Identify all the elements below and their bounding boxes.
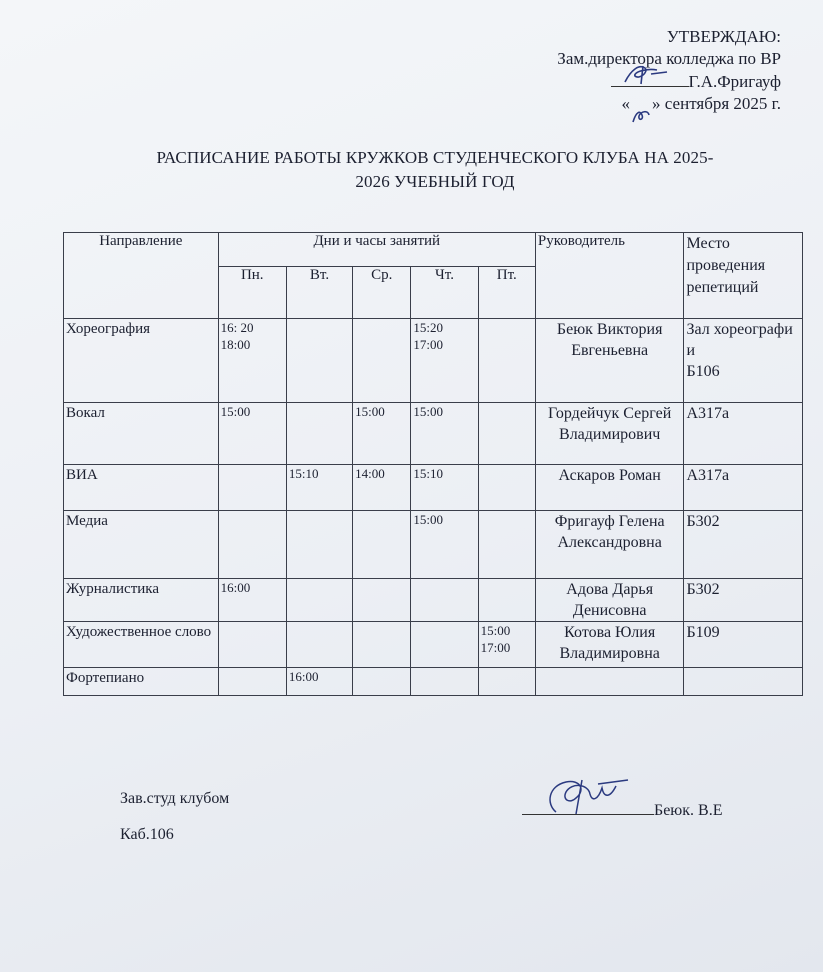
cell-leader: Котова Юлия Владимировна (535, 622, 684, 668)
cell-direction: Медиа (64, 511, 219, 579)
cell-time-fri: 15:00 17:00 (478, 622, 535, 668)
table-row (64, 579, 803, 622)
cell-leader: Аскаров Роман (535, 465, 684, 511)
cell-time-thu: 15:00 (411, 403, 478, 465)
cell-time-thu (411, 622, 478, 668)
cell-place (684, 668, 803, 696)
approval-position: Зам.директора колледжа по ВР (557, 49, 781, 68)
cell-place: А317а (684, 465, 803, 511)
cell-leader: Адова Дарья Денисовна (535, 579, 684, 622)
cell-time-wed (353, 622, 411, 668)
signer-name: Беюк. В.Е (654, 802, 723, 819)
cell-time-mon (218, 668, 286, 696)
header-days-hours: Дни и часы занятий (218, 233, 535, 267)
cell-time-wed (353, 319, 411, 403)
cell-time-fri (478, 511, 535, 579)
table-row (64, 668, 803, 696)
cell-time-thu (411, 579, 478, 622)
approval-signature-line (611, 70, 781, 93)
table-row (64, 465, 803, 511)
cell-time-thu: 15:00 (411, 511, 478, 579)
club-head-signature (536, 774, 632, 818)
footer-left (120, 790, 229, 862)
approval-block (557, 26, 781, 115)
table-row (64, 403, 803, 465)
cell-direction: Вокал (64, 403, 219, 465)
cell-time-thu: 15:10 (411, 465, 478, 511)
cell-leader: Беюк Виктория Евгеньевна (535, 319, 684, 403)
cell-time-mon: 16: 20 18:00 (218, 319, 286, 403)
cell-place: Зал хореографи и Б106 (684, 319, 803, 403)
cell-time-tue: 16:00 (286, 668, 352, 696)
cell-direction: Журналистика (64, 579, 219, 622)
cell-time-tue (286, 403, 352, 465)
schedule-table (63, 232, 803, 696)
cell-direction: Хореография (64, 319, 219, 403)
cell-leader (535, 668, 684, 696)
title-line-1: РАСПИСАНИЕ РАБОТЫ КРУЖКОВ СТУДЕНЧЕСКОГО КЛУБА НА 2025- (156, 148, 714, 167)
date-open-quote: « (621, 94, 631, 113)
cell-time-wed (353, 579, 411, 622)
cell-time-mon (218, 511, 286, 579)
header-row-1 (64, 233, 803, 267)
cell-time-tue: 15:10 (286, 465, 352, 511)
schedule-body (64, 319, 803, 696)
cell-place: А317а (684, 403, 803, 465)
cell-leader: Гордейчук Сергей Владимирович (535, 403, 684, 465)
signature-blank (611, 70, 689, 87)
cell-time-thu (411, 668, 478, 696)
cell-direction: Фортепиано (64, 668, 219, 696)
header-day-wed: Ср. (353, 267, 411, 319)
cell-leader: Фригауф Гелена Александровна (535, 511, 684, 579)
cell-time-tue (286, 622, 352, 668)
cell-time-fri (478, 465, 535, 511)
cell-place: Б302 (684, 511, 803, 579)
cell-time-tue (286, 579, 352, 622)
cell-direction: ВИА (64, 465, 219, 511)
cell-time-fri (478, 319, 535, 403)
cell-time-mon (218, 465, 286, 511)
cell-time-wed: 15:00 (353, 403, 411, 465)
office-label: Каб.106 (120, 826, 174, 843)
club-head-label: Зав.студ клубом (120, 790, 230, 807)
table-row (64, 511, 803, 579)
header-day-fri: Пт. (478, 267, 535, 319)
cell-time-wed (353, 668, 411, 696)
cell-time-thu: 15:20 17:00 (411, 319, 478, 403)
header-place: Место проведения репетиций (684, 233, 803, 319)
cell-place: Б302 (684, 579, 803, 622)
cell-time-mon: 16:00 (218, 579, 286, 622)
date-rest: сентября 2025 г. (664, 94, 781, 113)
header-direction: Направление (64, 233, 219, 319)
cell-time-mon: 15:00 (218, 403, 286, 465)
day-handwriting (630, 107, 652, 125)
table-row (64, 622, 803, 668)
document-title (90, 146, 780, 194)
cell-time-tue (286, 319, 352, 403)
table-row (64, 319, 803, 403)
cell-time-wed: 14:00 (353, 465, 411, 511)
cell-time-mon (218, 622, 286, 668)
cell-time-fri (478, 403, 535, 465)
cell-time-wed (353, 511, 411, 579)
approval-name: Г.А.Фригауф (688, 72, 781, 91)
header-leader: Руководитель (535, 233, 684, 319)
cell-time-fri (478, 668, 535, 696)
cell-time-fri (478, 579, 535, 622)
signature-underline (522, 800, 654, 815)
cell-place: Б109 (684, 622, 803, 668)
footer-signature (522, 800, 722, 820)
header-day-mon: Пн. (218, 267, 286, 319)
header-day-thu: Чт. (411, 267, 478, 319)
approval-date (557, 93, 781, 115)
cell-time-tue (286, 511, 352, 579)
title-line-2: 2026 УЧЕБНЫЙ ГОД (355, 172, 515, 191)
header-day-tue: Вт. (286, 267, 352, 319)
approval-heading: УТВЕРЖДАЮ: (666, 27, 781, 46)
date-close-quote: » (652, 94, 661, 113)
cell-direction: Художественное слово (64, 622, 219, 668)
